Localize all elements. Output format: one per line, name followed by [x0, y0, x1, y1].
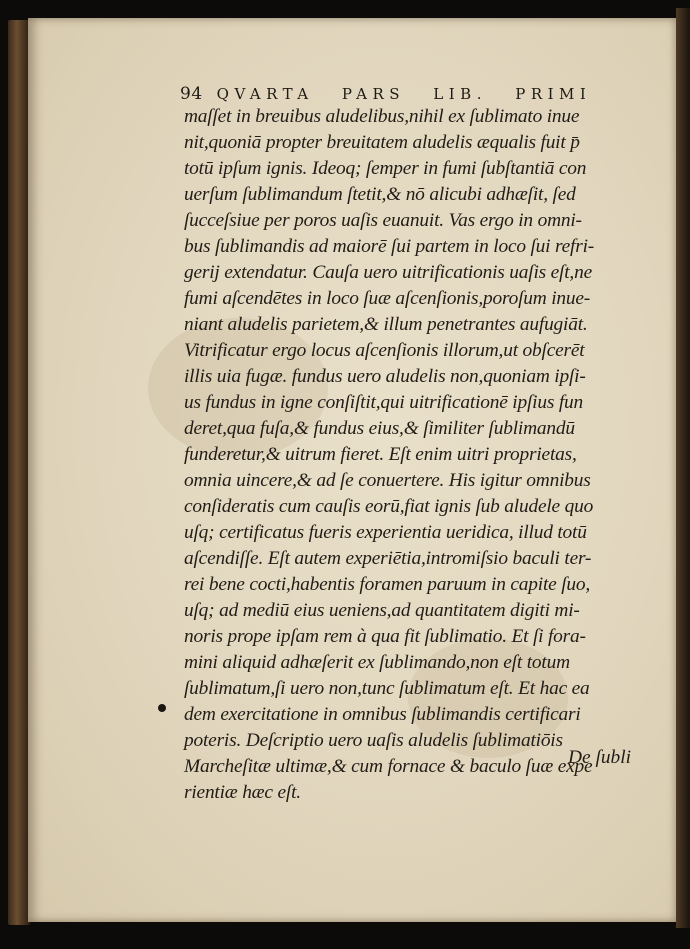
text-line: Marcheſitæ ultimæ,& cum fornace & baculo ſuæ expe [184, 756, 593, 777]
text-line: uſq; certificatus fueris experientia ueridica, illud totū [184, 522, 587, 543]
text-line: us fundus in igne conſiſtit,qui uitrificationē ipſius fun [184, 392, 584, 413]
text-line: maſſet in breuibus aludelibus,nihil ex ſublimato inue [184, 106, 580, 127]
text-line: bus ſublimandis ad maiorē ſui partem in loco ſui refri- [184, 236, 595, 257]
margin-ink-dot [158, 704, 166, 712]
text-line: aſcendiſſe. Eſt autem experiētia,intromiſsio baculi ter- [184, 548, 592, 569]
text-line: noris prope ipſam rem à qua fit ſublimatio. Et ſi fora- [184, 626, 586, 647]
page-number: 94 [180, 84, 203, 104]
text-line: mini aliquid adhæſerit ex ſublimando,non eſt totum [184, 652, 570, 673]
text-line: dem exercitatione in omnibus ſublimandis certificari [184, 704, 581, 725]
text-line: totū ipſum ignis. Ideoq; ſemper in fumi ſubſtantiā con [184, 158, 587, 179]
text-line: ſucceſsiue per poros uaſis euanuit. Vas ergo in omni- [184, 210, 582, 231]
text-line: funderetur,& uitrum fieret. Eſt enim uitri proprietas, [184, 444, 577, 465]
text-line: ſublimatum,ſi uero non,tunc ſublimatum eſt. Et hac ea [184, 678, 590, 699]
body-text [184, 104, 644, 806]
running-head: QVARTA PARS LIB. PRIMI [216, 85, 592, 103]
text-line: conſideratis cum cauſis eorū,fiat ignis ſub aludele quo [184, 496, 594, 517]
text-line: uerſum ſublimandum ſtetit,& nō alicubi adhæſit, ſed [184, 184, 576, 205]
text-line: rientiæ hæc eſt. [184, 782, 301, 803]
text-line: omnia uincere,& ad ſe conuertere. His igitur omnibus [184, 470, 591, 491]
catchword: De ſubli [568, 747, 632, 768]
text-line: gerij extendatur. Cauſa uero uitrificationis uaſis eſt,ne [184, 262, 592, 283]
text-line: fumi aſcendētes in loco ſuæ aſcenſionis,poroſum inue- [184, 288, 591, 309]
text-line: poteris. Deſcriptio uero uaſis aludelis ſublimatiōis [184, 730, 563, 751]
book-binding [8, 20, 30, 925]
text-line: uſq; ad mediū eius ueniens,ad quantitatem digiti mi- [184, 600, 580, 621]
text-line: illis uia fugæ. fundus uero aludelis non,quoniam ipſi- [184, 366, 586, 387]
text-line: rei bene cocti,habentis foramen paruum in capite ſuo, [184, 574, 591, 595]
text-line: deret,qua fuſa,& fundus eius,& ſimiliter ſublimandū [184, 418, 575, 439]
text-line: nit,quoniā propter breuitatem aludelis æqualis fuit p̄ [184, 132, 580, 153]
page-edge [676, 8, 690, 928]
text-line: niant aludelis parietem,& illum penetrantes aufugiāt. [184, 314, 588, 335]
text-line: Vitrificatur ergo locus aſcenſionis illorum,ut obſcerēt [184, 340, 585, 361]
page-header [180, 84, 640, 104]
